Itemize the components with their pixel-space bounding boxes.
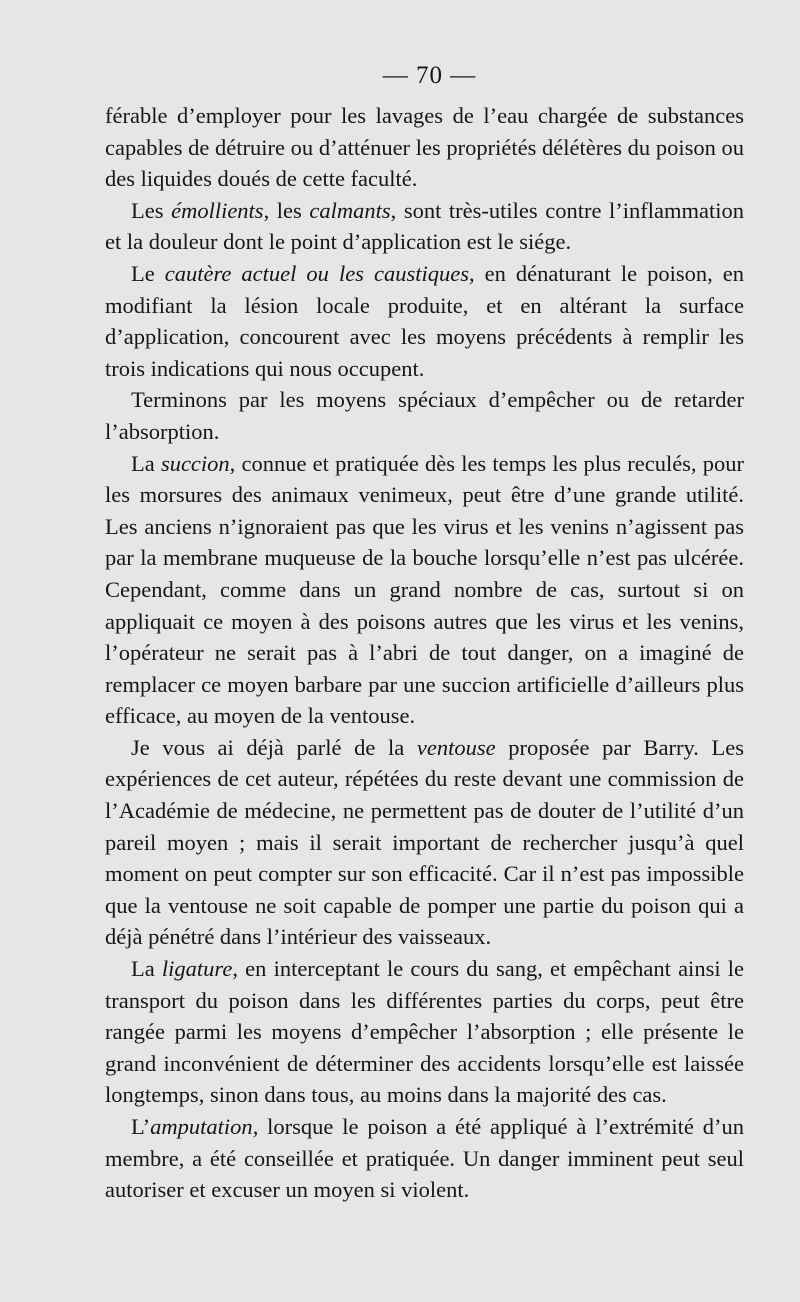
text-run: férable d’employer pour les lavages de l’eau chargée de substances capables de détruire ou d’atténuer les propriétés délétères du poison ou des liquides doués de cette faculté. <box>105 103 744 192</box>
text-run: La <box>131 956 162 982</box>
paragraph-5 <box>105 448 744 732</box>
text-run: , sont très-utiles contre l’inflammation et la douleur dont le point d’application est le siége. <box>105 197 744 255</box>
text-run: proposée par Barry. Les expériences de cet auteur, répétées du reste devant une commission de l’Académie de médecine, ne permettent pas de douter de l’utilité d’un pareil moyen ; mais il serait important de rechercher jusqu’à quel moment on peut compter sur son efficacité. Car il n’est pas impossible que la ventouse ne soit capable de pomper une partie du poison qui a déjà pénétré dans l’intérieur des vaisseaux. <box>105 734 744 950</box>
paragraph-7 <box>105 953 744 1111</box>
italic-term: amputation <box>150 1114 253 1139</box>
text-run: Terminons par les moyens spéciaux d’empêcher ou de retarder l’absorption. <box>105 387 744 444</box>
italic-term: ventouse <box>416 734 496 760</box>
page-number: — 70 — <box>382 62 477 89</box>
text-run: , en dénaturant le poison, en modifiant la lésion locale produite, et en altérant la surface d’application, concourent avec les moyens précédents à remplir les trois indications qui nous occupent. <box>105 260 744 381</box>
italic-term: cautère actuel ou les caustiques <box>164 260 469 286</box>
paragraph-8 <box>105 1111 744 1206</box>
italic-term: succion <box>160 450 230 476</box>
text-run: Les <box>131 197 172 223</box>
text-run: , connue et pratiquée dès les temps les plus reculés, pour les morsures des animaux venimeux, peut être d’une grande utilité. Les anciens n’ignoraient pas que les virus et les venins n’agissent pas par la membrane muqueuse de la bouche lorsqu’elle n’est pas ulcérée. Cependant, comme dans un grand nombre de cas, surtout si on appliquait ce moyen à des poisons autres que les virus et les venins, l’opérateur ne serait pas à l’abri de tout danger, on a imaginé de remplacer ce moyen barbare par une succion artificielle d’ailleurs plus efficace, au moyen de la ventouse. <box>105 450 744 729</box>
italic-term: émollients <box>171 197 264 223</box>
paragraph-6 <box>105 732 744 953</box>
paragraph-3 <box>105 258 744 384</box>
text-run: La <box>131 450 161 476</box>
text-run: , lorsque le poison a été appliqué à l’extrémité d’un membre, a été conseillée et pratiquée. Un danger imminent peut seul autoriser et excuser un moyen si violent. <box>105 1114 744 1203</box>
italic-term: ligature <box>161 956 233 982</box>
text-run: , en interceptant le cours du sang, et empêchant ainsi le transport du poison dans les différentes parties du corps, peut être rangée parmi les moyens d’empêcher l’absorption ; elle présente le grand inconvénient de déterminer des accidents lorsqu’elle est laissée longtemps, sinon dans tous, au moins dans la majorité des cas. <box>105 956 744 1108</box>
text-run: L’ <box>131 1114 151 1139</box>
text-run: , les <box>263 197 310 223</box>
text-run: Je vous ai déjà parlé de la <box>131 734 417 760</box>
paragraph-4 <box>105 384 744 447</box>
paragraph-2 <box>105 195 744 258</box>
text-run: Le <box>131 260 165 286</box>
body-text <box>105 100 744 1206</box>
paragraph-1 <box>105 100 744 195</box>
italic-term: calmants <box>309 197 391 223</box>
